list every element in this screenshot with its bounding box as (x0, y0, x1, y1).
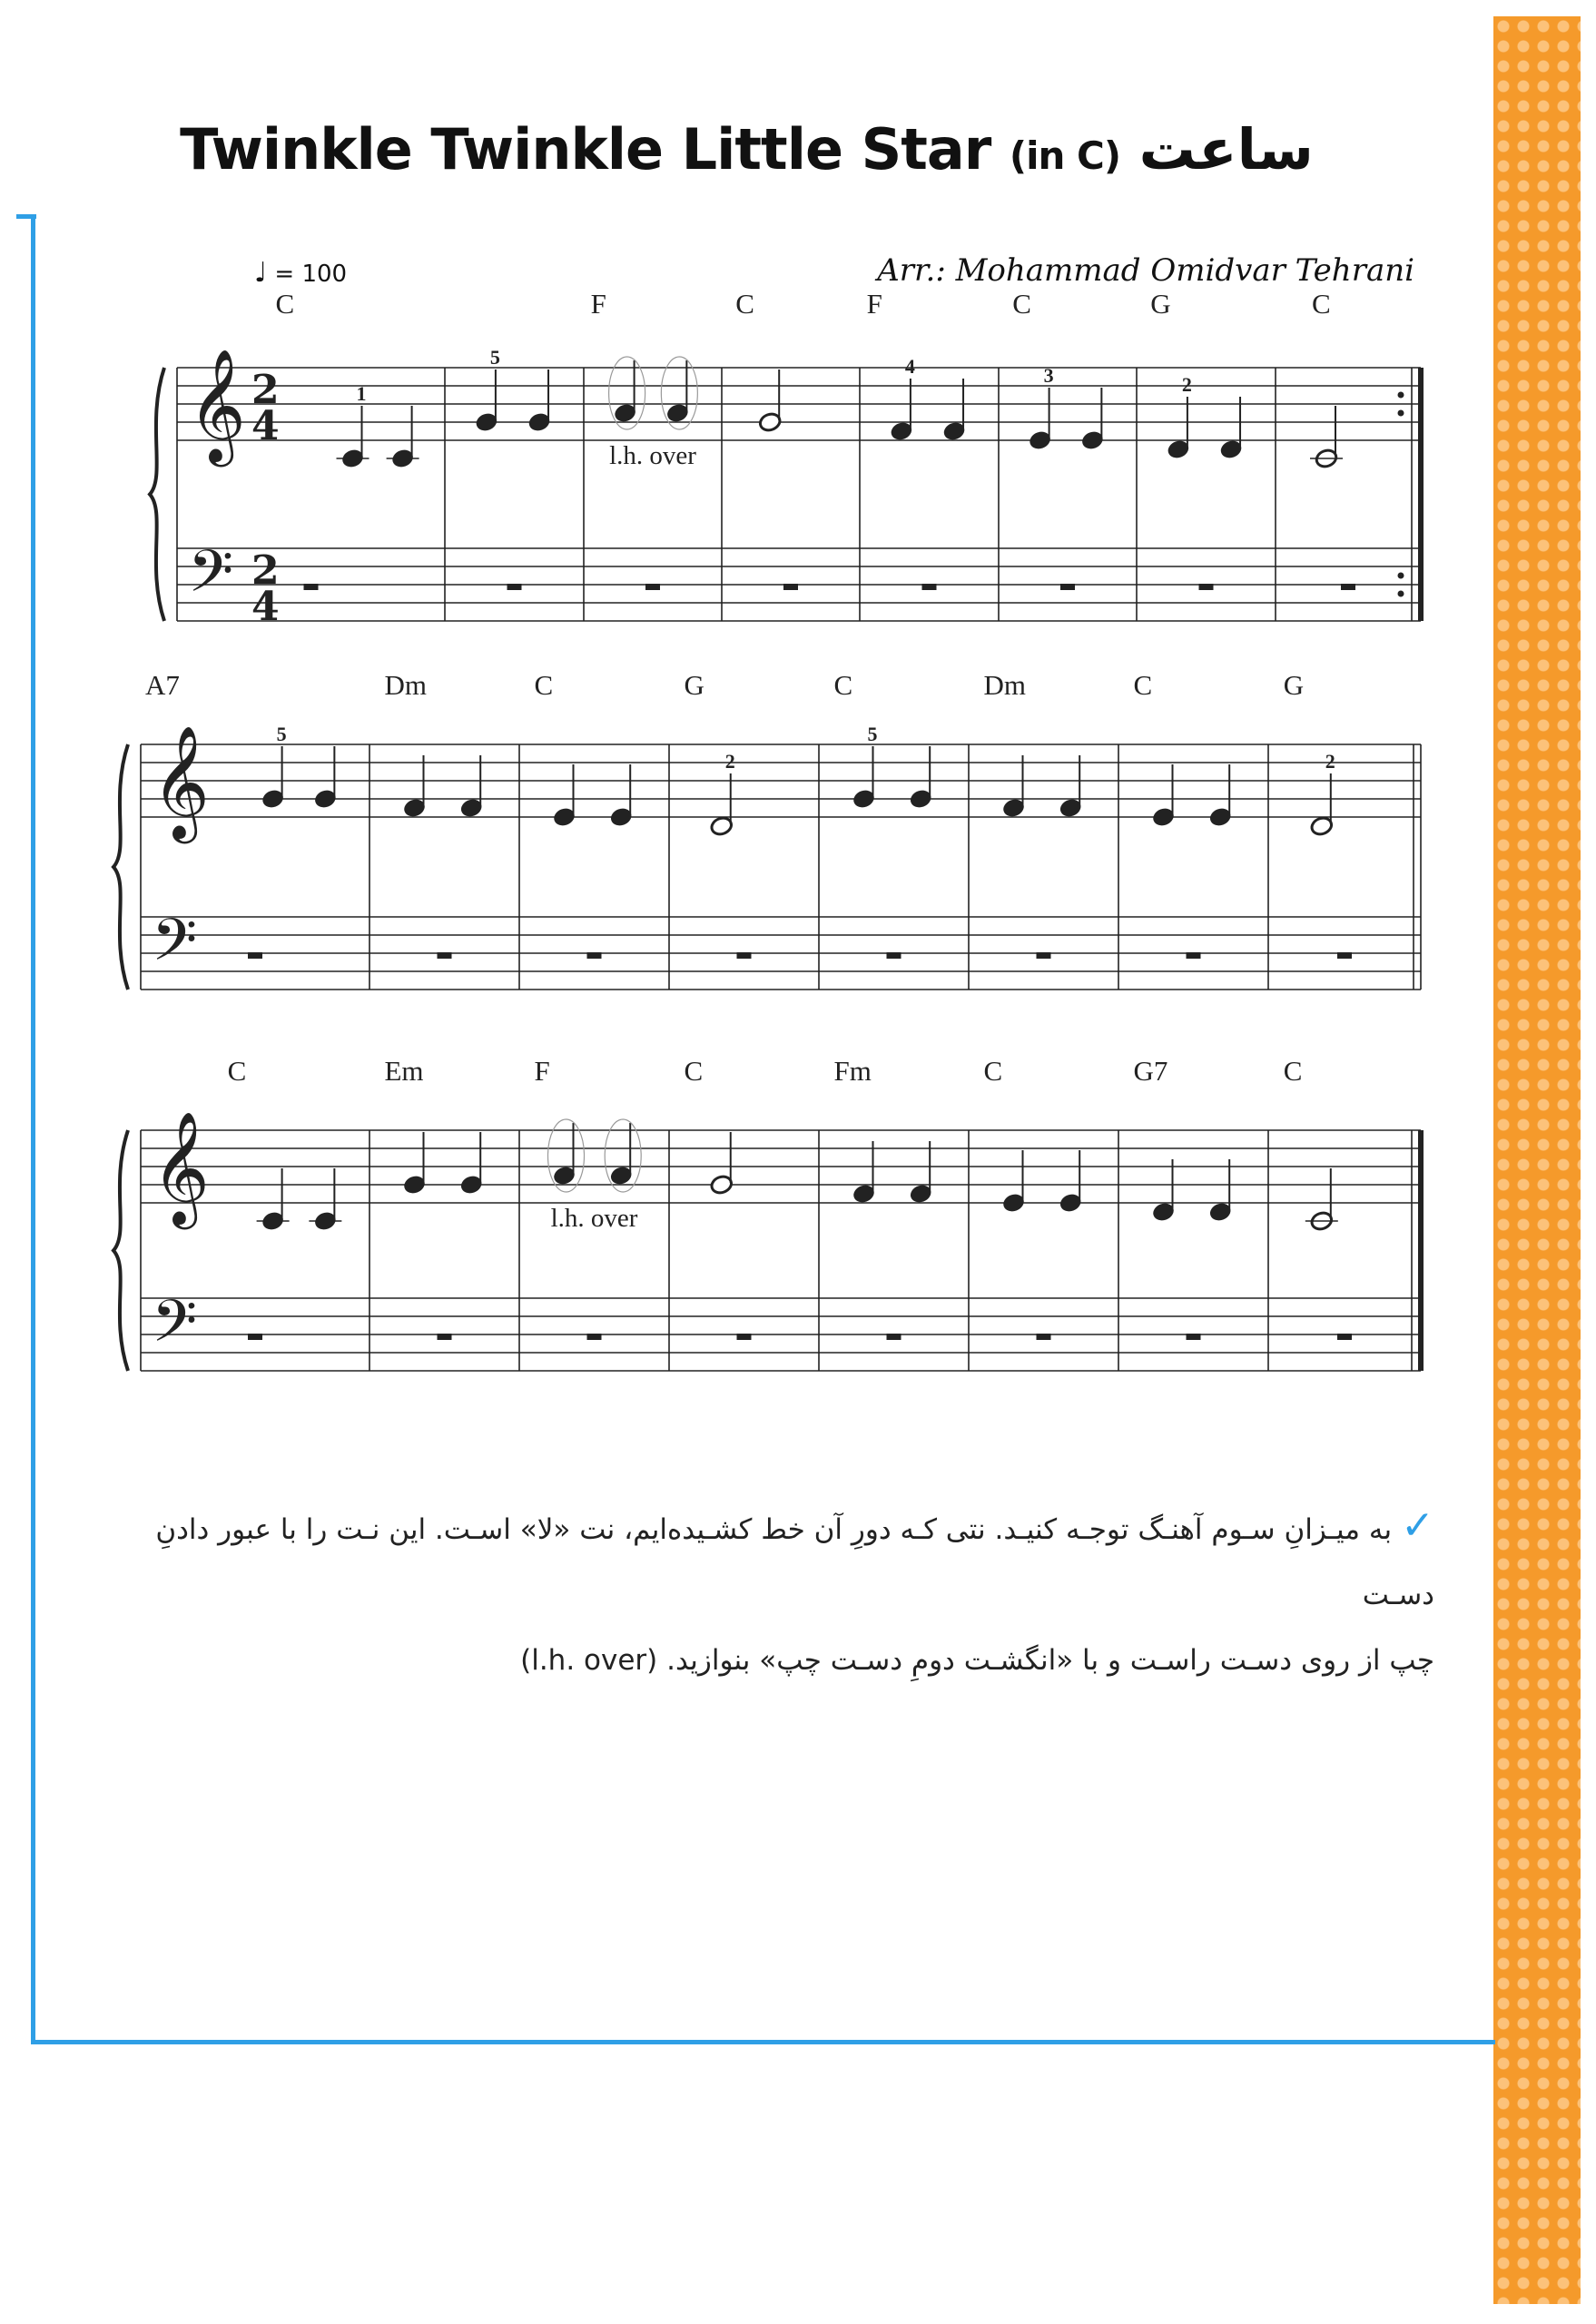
whole-rest (1060, 584, 1075, 590)
whole-rest (887, 1334, 901, 1340)
whole-rest (248, 1334, 262, 1340)
check-icon: ✓ (1401, 1502, 1434, 1549)
orange-polka-dot-stripe (1493, 16, 1581, 2304)
chord-symbol: Em (384, 1055, 424, 1087)
whole-rest (1199, 584, 1214, 590)
instruction-line-1-text: به میـزانِ سـوم آهنـگ توجـه کنیـد. نتی کـه دورِ آن خط کشـیده‌ایم، نت «لا» اسـت. این نـت را با عبور دادنِ دسـت (155, 1513, 1434, 1611)
whole-rest (887, 952, 901, 959)
whole-rest (438, 1334, 452, 1340)
bass-clef-icon: 𝄢 (152, 1288, 198, 1370)
grand-staff-brace (113, 1130, 128, 1371)
chord-symbol: C (227, 1055, 247, 1087)
whole-rest (1037, 952, 1051, 959)
whole-rest (1337, 1334, 1352, 1340)
whole-rest (922, 584, 937, 590)
treble-clef-icon: 𝄞 (188, 349, 246, 462)
whole-rest (1337, 952, 1352, 959)
time-signature-top: 2 (251, 547, 280, 594)
chord-symbol: F (590, 288, 606, 320)
fingering-number: 2 (1181, 373, 1192, 396)
whole-rest (1037, 1334, 1051, 1340)
chord-symbol: C (275, 288, 295, 320)
blue-frame-bottom (31, 2040, 1495, 2044)
whole-rest (587, 952, 602, 959)
title-text: Twinkle Twinkle Little Star (180, 116, 991, 182)
repeat-dot (1398, 410, 1404, 417)
chord-symbol: C (1133, 669, 1153, 701)
whole-rest (587, 1334, 602, 1340)
arranger-credit: Arr.: Mohammad Omidvar Tehrani (877, 252, 1414, 289)
fingering-number: 3 (1043, 364, 1054, 387)
chord-symbol: C (534, 669, 554, 701)
whole-rest (248, 952, 262, 959)
grand-staff-brace (150, 368, 164, 621)
chord-symbol: C (1012, 288, 1031, 320)
bass-clef-icon: 𝄢 (188, 538, 234, 620)
whole-rest (1187, 1334, 1201, 1340)
lh-over-label: l.h. over (550, 1204, 638, 1233)
fingering-number: 5 (489, 346, 500, 369)
fingering-number: 5 (867, 723, 878, 745)
title-key: (in C) (1009, 133, 1121, 178)
fingering-number: 1 (356, 382, 367, 405)
chord-symbol: Dm (983, 669, 1026, 701)
chord-symbol: G (684, 669, 704, 701)
title-persian: ساعت (1138, 116, 1314, 182)
fingering-number: 2 (724, 750, 735, 773)
chord-symbol: Fm (833, 1055, 872, 1087)
instruction-line-1 (136, 1493, 1434, 1628)
treble-clef-icon: 𝄞 (152, 725, 210, 839)
treble-clef-icon: 𝄞 (152, 1111, 210, 1225)
fingering-number: 2 (1325, 750, 1335, 773)
repeat-dot (1398, 392, 1404, 399)
time-signature-bottom: 4 (251, 403, 280, 449)
chord-symbol: F (534, 1055, 550, 1087)
instruction-line-2: چپ از روی دسـت راسـت و با «انگشـت دومِ دسـت چپ» بنوازید. (l.h. over) (520, 1644, 1434, 1677)
chord-symbol: G7 (1133, 1055, 1168, 1087)
tempo-value: = 100 (274, 261, 348, 288)
repeat-dot (1398, 591, 1404, 597)
chord-symbol: C (1312, 288, 1331, 320)
lh-over-label: l.h. over (609, 441, 696, 470)
chord-symbol: C (833, 669, 853, 701)
chord-symbol: G (1150, 288, 1171, 320)
instruction-note (136, 1493, 1434, 1693)
chord-symbol: C (983, 1055, 1003, 1087)
chord-symbol: A7 (145, 669, 180, 701)
fingering-number: 5 (276, 723, 287, 745)
chord-symbol: F (866, 288, 882, 320)
whole-rest (507, 584, 522, 590)
chord-symbol: Dm (384, 669, 427, 701)
chord-symbol: G (1283, 669, 1305, 701)
bass-clef-icon: 𝄢 (152, 907, 198, 989)
repeat-dot (1398, 573, 1404, 579)
time-signature-top: 2 (251, 367, 280, 413)
time-signature-bottom: 4 (251, 584, 280, 630)
chord-symbol: C (1283, 1055, 1303, 1087)
whole-rest (1187, 952, 1201, 959)
chord-symbol: C (684, 1055, 704, 1087)
whole-rest (737, 1334, 752, 1340)
chord-symbol: C (735, 288, 754, 320)
grand-staff-brace (113, 744, 128, 990)
quarter-note-icon: ♩ (254, 257, 268, 289)
whole-rest (1341, 584, 1355, 590)
whole-rest (783, 584, 798, 590)
whole-rest (645, 584, 660, 590)
whole-rest (438, 952, 452, 959)
whole-rest (304, 584, 319, 590)
whole-rest (737, 952, 752, 959)
fingering-number: 4 (904, 355, 915, 378)
